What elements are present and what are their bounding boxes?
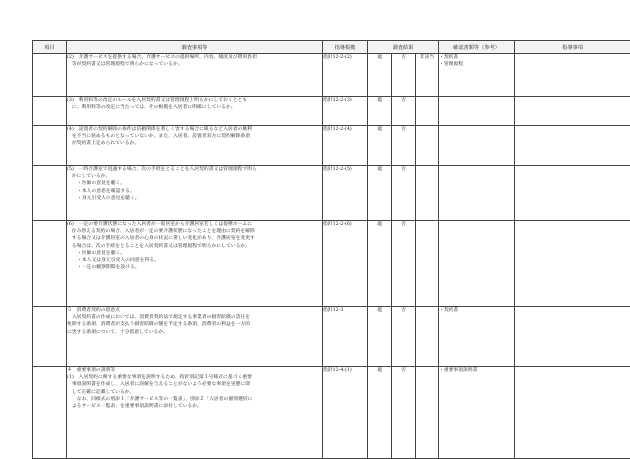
item-cell bbox=[33, 307, 67, 367]
description-cell bbox=[67, 367, 323, 459]
documents-cell bbox=[439, 166, 515, 221]
table-row bbox=[33, 367, 630, 459]
result-ok-cell: 適 bbox=[368, 307, 392, 367]
result-ok-cell: 適 bbox=[368, 126, 392, 166]
table-row bbox=[33, 221, 630, 307]
description-cell bbox=[67, 97, 323, 126]
description-cell bbox=[67, 126, 323, 166]
result-ok-cell: 適 bbox=[368, 221, 392, 307]
description-line: に、利用料等の改定に当たっては、その根拠を入居者に明確にしているか。 bbox=[67, 104, 322, 111]
item-cell bbox=[33, 166, 67, 221]
result-na-cell bbox=[416, 367, 439, 459]
description-line: (5) 一時介護室で処遇する場合、次の手続をとることを入居契約書又は管理規程で明ら bbox=[67, 166, 322, 173]
inspection-table bbox=[32, 40, 630, 459]
document-item: ・管理規程 bbox=[439, 61, 514, 68]
description-line: 等が契約書又は管理規程で明らかになっているか。 bbox=[67, 61, 322, 68]
documents-cell bbox=[439, 126, 515, 166]
header-desc: 調査事項等 bbox=[67, 41, 323, 54]
description-line: する場合又は介護居室の入居者の心身の状況に著しい変化があり、介護居室を変更す bbox=[67, 235, 322, 242]
description-line: よるサービス一覧表」を重要事項説明書に添付しているか。 bbox=[67, 403, 322, 410]
result-ng-cell: 否 bbox=[392, 126, 416, 166]
result-ok-cell: 適 bbox=[368, 166, 392, 221]
description-line: 免除する条項、消費者が支払う損害賠償の額を予定する条項、消費者の利益を一方的 bbox=[67, 321, 322, 328]
documents-cell bbox=[439, 97, 515, 126]
reference-cell: 指針12-2-(5) bbox=[323, 166, 368, 221]
description-subitem: ・本人又は身元引受人の同意を得る。 bbox=[67, 257, 322, 264]
description-line: ３ 消費者契約の留意点 bbox=[67, 307, 322, 314]
description-cell bbox=[67, 221, 323, 307]
result-ok-cell: 適 bbox=[368, 97, 392, 126]
description-line: (1) 入居契約に関する重要な事項を説明するため、指針別記第１号様式に基づく重要 bbox=[67, 374, 322, 381]
note-cell bbox=[515, 166, 630, 221]
result-na-cell bbox=[416, 166, 439, 221]
documents-cell bbox=[439, 54, 515, 97]
description-cell bbox=[67, 307, 323, 367]
description-subitem: ・一定の観察期間を設ける。 bbox=[67, 264, 322, 271]
description-line: 住み替える契約の場合、入居者が一定の要介護状態になったことを理由に契約を解除 bbox=[67, 228, 322, 235]
reference-cell: 指針12-2-(2) bbox=[323, 54, 368, 97]
description-line: (2) 介護サービスを提供する場合、介護サービスの提供場所、内容、頻度及び費用負担 bbox=[67, 54, 322, 61]
table-row bbox=[33, 307, 630, 367]
result-ng-cell: 否 bbox=[392, 54, 416, 97]
result-ng-cell: 否 bbox=[392, 166, 416, 221]
description-cell bbox=[67, 166, 323, 221]
note-cell bbox=[515, 221, 630, 307]
description-line: を不当に狭めるものとなっていないか。また、入居者、設置者双方に契約解除条項 bbox=[67, 133, 322, 140]
item-cell bbox=[33, 126, 67, 166]
result-ng-cell: 否 bbox=[392, 221, 416, 307]
description-line: 事項説明書を作成し、入居者に誤解を与えることがないよう必要な事項を実態に即 bbox=[67, 381, 322, 388]
header-result: 調査結果 bbox=[368, 41, 439, 54]
item-cell bbox=[33, 221, 67, 307]
description-line: に害する条項について、十分留意しているか。 bbox=[67, 329, 322, 336]
result-ok-cell: 適 bbox=[368, 367, 392, 459]
description-line: して正確に記載しているか。 bbox=[67, 389, 322, 396]
document-item: ・契約書 bbox=[439, 307, 514, 314]
header-row bbox=[33, 41, 630, 54]
note-cell bbox=[515, 307, 630, 367]
description-subitem: ・医師の意見を聴く。 bbox=[67, 180, 322, 187]
note-cell bbox=[515, 97, 630, 126]
documents-cell bbox=[439, 221, 515, 307]
reference-cell: 指針12-3 bbox=[323, 307, 368, 367]
table-row bbox=[33, 54, 630, 97]
description-line: (3) 利用料等の改定のルールを入居契約書又は管理規程上明らかにしておくととも bbox=[67, 97, 322, 104]
documents-cell bbox=[439, 367, 515, 459]
description-cell bbox=[67, 54, 323, 97]
result-na-cell bbox=[416, 97, 439, 126]
document-item: ・契約書 bbox=[439, 54, 514, 61]
result-na-cell bbox=[416, 307, 439, 367]
header-item: 項目 bbox=[33, 41, 67, 54]
header-docs: 確認書類等（参考） bbox=[439, 41, 515, 54]
reference-cell: 指針12-4-(1) bbox=[323, 367, 368, 459]
note-cell bbox=[515, 54, 630, 97]
item-cell bbox=[33, 54, 67, 97]
description-line: (6) 一定の要介護状態になった入居者が一般居室から介護居室若しくは提携ホームに bbox=[67, 221, 322, 228]
reference-cell: 指針12-2-(3) bbox=[323, 97, 368, 126]
description-line: 入居契約書の作成においては、消費者契約法で規定する事業者の損害賠償の責任を bbox=[67, 314, 322, 321]
description-line: かにしているか。 bbox=[67, 173, 322, 180]
result-ng-cell: 否 bbox=[392, 307, 416, 367]
note-cell bbox=[515, 367, 630, 459]
description-line: (4) 設置者の契約解除の条件は信頼関係を著しく害する場合に限るなど入居者の権利 bbox=[67, 126, 322, 133]
header-ref: 指導根拠 bbox=[323, 41, 368, 54]
reference-cell: 指針12-2-(6) bbox=[323, 221, 368, 307]
description-line: ４ 重要事項の説明等 bbox=[67, 367, 322, 374]
note-cell bbox=[515, 126, 630, 166]
item-cell bbox=[33, 97, 67, 126]
description-subitem: ・本人の意思を確認する。 bbox=[67, 188, 322, 195]
description-line: が契約書上定められているか。 bbox=[67, 140, 322, 147]
description-subitem: ・医師の意見を聴く。 bbox=[67, 250, 322, 257]
result-na-cell bbox=[416, 221, 439, 307]
result-na-cell: 非該当 bbox=[416, 54, 439, 97]
item-cell bbox=[33, 367, 67, 459]
table-body bbox=[33, 54, 630, 459]
documents-cell bbox=[439, 307, 515, 367]
result-ng-cell: 否 bbox=[392, 367, 416, 459]
table-row bbox=[33, 166, 630, 221]
header-note: 指導事項 bbox=[515, 41, 630, 54]
description-subitem: ・身元引受人の意見を聴く。 bbox=[67, 195, 322, 202]
description-line: る場合は、次の手続をとることを入居契約書又は管理規程で明らかにしているか。 bbox=[67, 243, 322, 250]
table-row bbox=[33, 97, 630, 126]
reference-cell: 指針12-2-(4) bbox=[323, 126, 368, 166]
result-na-cell bbox=[416, 126, 439, 166]
table-row bbox=[33, 126, 630, 166]
result-ok-cell: 適 bbox=[368, 54, 392, 97]
description-line: なお、同様式の別添１「介護サービス等の一覧表」、別添２「入居者の個別選択に bbox=[67, 396, 322, 403]
result-ng-cell: 否 bbox=[392, 97, 416, 126]
document-item: ・重要事項説明書 bbox=[439, 367, 514, 374]
